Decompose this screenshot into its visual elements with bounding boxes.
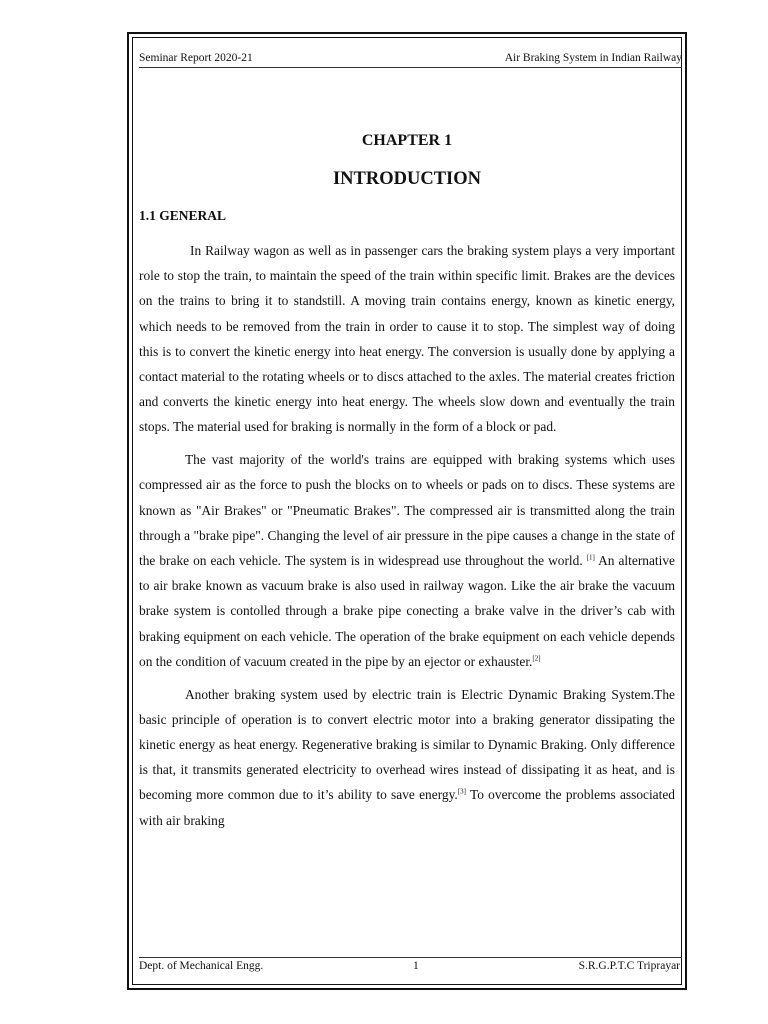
chapter-title: INTRODUCTION bbox=[332, 169, 482, 189]
paragraph-text: The vast majority of the world's trains are equipped with braking systems which uses compressed air as the force to push the blocks on to wheels or pads on to discs. These systems are known as "Air Brakes" or "Pneumatic Brakes". The compressed air is transmitted along the train through a "brake pipe". Changing the level of air pressure in the pipe causes a change in the state of the brake on each vehicle. The system is in widespread use throughout the world. bbox=[139, 452, 675, 569]
page-header bbox=[139, 51, 682, 68]
chapter-number: CHAPTER 1 bbox=[361, 132, 453, 149]
header-report-title: Seminar Report 2020-21 bbox=[139, 52, 253, 64]
citation-3: [3] bbox=[457, 787, 466, 796]
paragraph-text: An alternative to air brake known as vacuum brake is also used in railway wagon. Like the air brake the vacuum brake system is contolled through a brake pipe conecting a brake valve in the driver’s cab with braking equipment on each vehicle. The operation of the brake equipment on each vehicle depends on the condition of vacuum created in the pipe by an ejector or exhauster. bbox=[139, 553, 675, 669]
paragraph-dynamic-braking bbox=[139, 682, 675, 833]
footer-department: Dept. of Mechanical Engg. bbox=[139, 960, 264, 972]
paragraph-braking-intro bbox=[139, 238, 675, 440]
footer-page-number: 1 bbox=[413, 960, 419, 972]
header-topic-title: Air Braking System in Indian Railway bbox=[504, 52, 682, 64]
paragraph-text: In Railway wagon as well as in passenger cars the braking system plays a very important role to stop the train, to maintain the speed of the train within specific limit. Brakes are the devices on the trains to bring it to standstill. A moving train contains energy, known as kinetic energy, which needs to be removed from the train in order to cause it to stop. The simplest way of doing this is to convert the kinetic energy into heat energy. The conversion is usually done by applying a contact material to the rotating wheels or to discs attached to the axles. The material creates friction and converts the kinetic energy into heat energy. The wheels slow down and eventually the train stops. The material used for braking is normally in the form of a block or pad. bbox=[139, 243, 675, 435]
paragraph-air-brakes bbox=[139, 447, 675, 674]
body-text bbox=[139, 238, 675, 840]
page-footer bbox=[139, 957, 682, 975]
paragraph-text: Another braking system used by electric train is Electric Dynamic Braking System.The basic principle of operation is to convert electric motor into a braking generator dissipating the kinetic energy as heat energy. Regenerative braking is similar to Dynamic Braking. Only difference is that, it transmits generated electricity to overhead wires instead of dissipating it as heat, and is becoming more common due to it’s ability to save energy. bbox=[139, 686, 675, 803]
footer-institution: S.R.G.P.T.C Triprayar bbox=[578, 960, 680, 972]
paragraph-text: To overcome the problems associated with air braking bbox=[139, 787, 675, 828]
section-heading: 1.1 GENERAL bbox=[139, 208, 227, 223]
citation-1: [1] bbox=[586, 553, 595, 562]
citation-2: [2] bbox=[532, 654, 541, 663]
